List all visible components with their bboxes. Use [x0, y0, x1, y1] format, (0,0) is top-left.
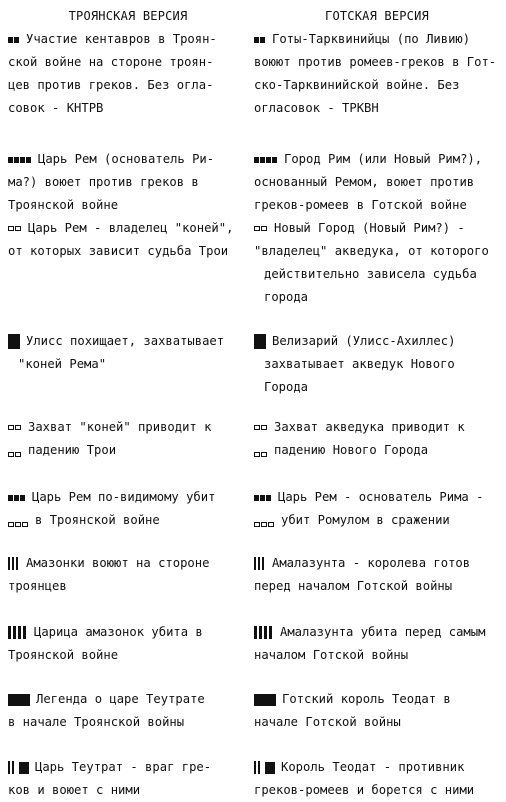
triple-open-square-marker [8, 513, 29, 536]
right-entry-new-city-aqueduct: Новый Город (Новый Рим?) - "владелец" акведука, от которого действительно зависела судьба города [254, 217, 500, 309]
right-column-heading: ГОТСКАЯ ВЕРСИЯ [325, 9, 429, 23]
left-column-heading: ТРОЯНСКАЯ ВЕРСИЯ [68, 9, 188, 23]
right-entry-theodahad-opponent: Король Теодат - противник греков-ромеев и борется с ними [254, 756, 500, 802]
right-entry-goths-tarquinii: Готы-Тарквинийцы (по Ливию) воюют против ромеев-греков в Гот- ско-Тарквинийской войне. Без огласовок - ТРКВН [254, 28, 500, 120]
bar-block-marker [8, 756, 29, 779]
left-entry-rem-killed: Царь Рем по-видимому убит в Троянской войне [8, 486, 248, 536]
double-square-marker [8, 28, 20, 51]
right-entry-rem-killed-romulus: Царь Рем - основатель Рима - убит Ромулом в сражении [254, 486, 500, 536]
triple-square-marker [254, 486, 272, 509]
left-column [8, 6, 248, 797]
right-entry-theodahad: Готский король Теодат в начале Готской войны [254, 688, 500, 734]
right-entry-belisarius: Велизарий (Улисс-Ахиллес) захватывает акведук Нового Города [254, 330, 500, 399]
left-entry-amazons: Амазонки воюют на стороне троянцев [8, 552, 248, 598]
right-entry-amalasuntha-killed: Амалазунта убита перед самым началом Готской войны [254, 621, 500, 667]
quad-bar-marker [8, 621, 28, 644]
right-entry-amalasuntha-queen: Амалазунта - королева готов перед началом Готской войны [254, 552, 500, 598]
left-entry-king-rem: Царь Рем (основатель Ри- ма?) воюет против греков в Троянской войне [8, 148, 248, 217]
double-square-marker [254, 28, 266, 51]
block-marker [254, 330, 266, 353]
triple-bar-marker [254, 552, 266, 575]
quad-square-marker [254, 148, 278, 171]
double-open-square-marker [8, 443, 22, 466]
wide-block-marker [8, 688, 30, 711]
block-marker [8, 330, 20, 353]
left-entry-teutrat-enemy: Царь Теутрат - враг гре- ков и воюет с ними [8, 756, 248, 802]
bar-block-marker [254, 756, 275, 779]
triple-square-marker [8, 486, 26, 509]
left-entry-kentaurs: Участие кентавров в Троян- ской войне на стороне троян- цев против греков. Без огла- совок - КНТРВ [8, 28, 248, 120]
double-open-square-marker [254, 443, 268, 466]
triple-open-square-marker [254, 513, 275, 536]
double-open-square-marker [8, 217, 22, 240]
left-entry-ulysses: Улисс похищает, захватывает "коней Рема" [8, 330, 248, 376]
left-entry-capture-horses: Захват "коней" приводит к падению Трои [8, 416, 248, 466]
wide-block-marker [254, 688, 276, 711]
quad-bar-marker [254, 621, 274, 644]
left-entry-rem-horses: Царь Рем - владелец "коней", от которых зависит судьба Трои [8, 217, 248, 263]
double-open-square-marker [254, 217, 268, 240]
double-open-square-marker [254, 416, 268, 439]
right-column [254, 6, 500, 797]
left-entry-teutrat-legend: Легенда о царе Теутрате в начале Троянской войны [8, 688, 248, 734]
triple-bar-marker [8, 552, 20, 575]
left-entry-amazon-queen: Царица амазонок убита в Троянской войне [8, 621, 248, 667]
quad-square-marker [8, 148, 32, 171]
double-open-square-marker [8, 416, 22, 439]
right-entry-city-rome: Город Рим (или Новый Рим?), основанный Ремом, воюет против греков-ромеев в Готской войне [254, 148, 500, 217]
right-entry-capture-aqueduct: Захват акведука приводит к падению Нового Города [254, 416, 500, 466]
